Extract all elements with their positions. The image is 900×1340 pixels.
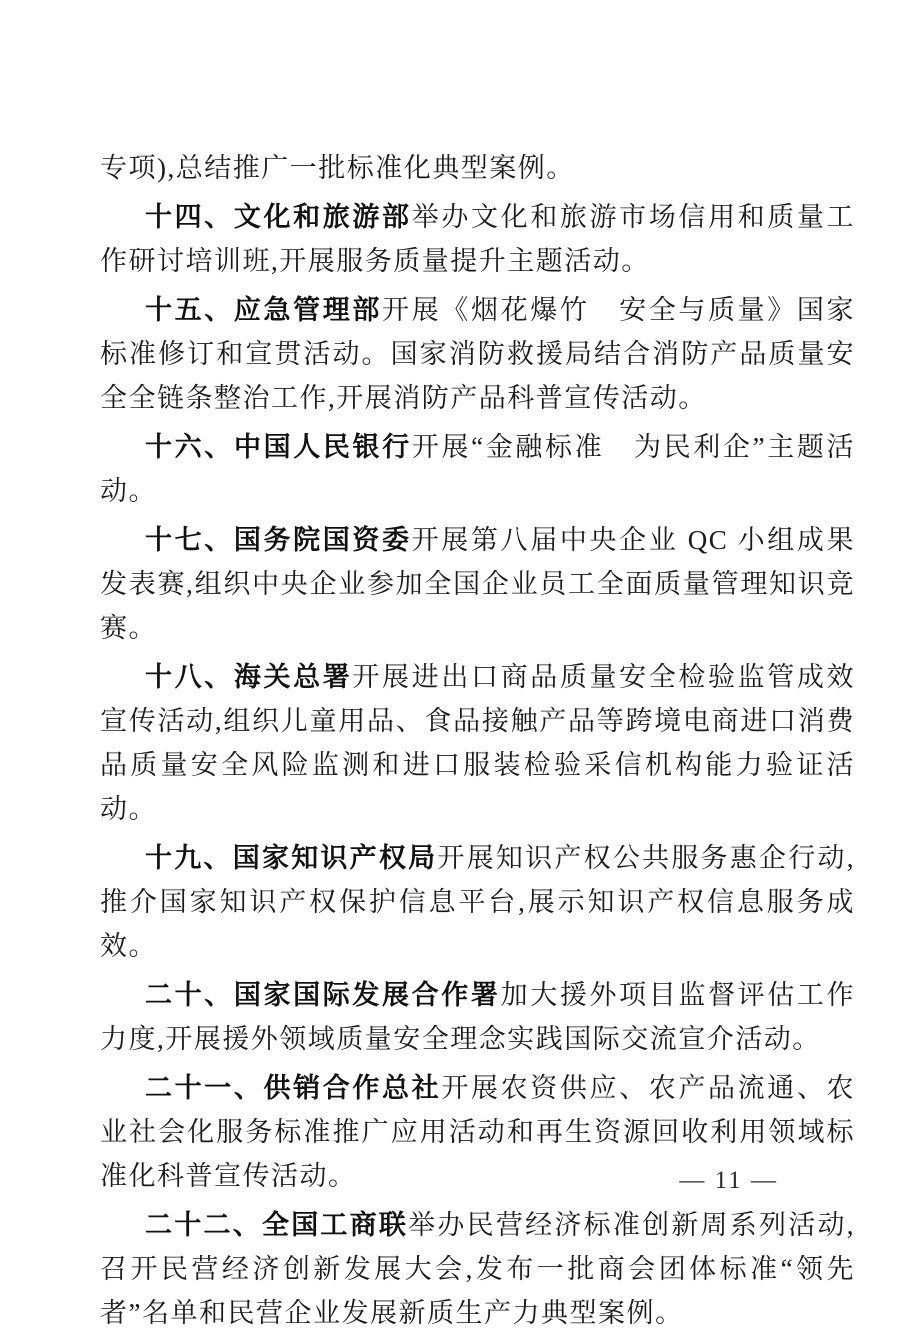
paragraph-16 — [100, 425, 855, 513]
agency-heading: 二十一、供销合作总社 — [145, 1073, 442, 1103]
paragraph-text: 专项),总结推广一批标准化典型案例。 — [100, 153, 575, 183]
paragraph-14 — [100, 195, 855, 283]
paragraph-text: 开展“金融标准 为民利企”主题活动。 — [100, 432, 856, 506]
agency-heading: 二十二、全国工商联 — [145, 1210, 409, 1240]
agency-heading: 十六、中国人民银行 — [145, 432, 412, 462]
agency-heading: 二十、国家国际发展合作署 — [145, 980, 501, 1010]
paragraph-text: 开展第八届中央企业 QC 小组成果发表赛,组织中央企业参加全国企业员工全面质量管理知识竞赛。 — [100, 525, 855, 643]
paragraph-text: 开展农资供应、农产品流通、农业社会化服务标准推广应用活动和再生资源回收利用领域标准化科普宣传活动。 — [100, 1073, 856, 1191]
agency-heading: 十八、海关总署 — [145, 662, 353, 692]
paragraph-17 — [100, 518, 855, 650]
paragraph-text: 开展进出口商品质量安全检验监管成效宣传活动,组织儿童用品、食品接触产品等跨境电商进口消费品质量安全风险监测和进口服装检验采信机构能力验证活动。 — [100, 662, 856, 824]
paragraph-15 — [100, 288, 855, 420]
paragraph-text: 开展知识产权公共服务惠企行动,推介国家知识产权保护信息平台,展示知识产权信息服务成效。 — [100, 843, 856, 961]
paragraph-22 — [100, 1203, 855, 1335]
agency-heading: 十七、国务院国资委 — [145, 525, 412, 555]
agency-heading: 十四、文化和旅游部 — [145, 202, 412, 232]
paragraph-text: 举办民营经济标准创新周系列活动,召开民营经济创新发展大会,发布一批商会团体标准“领先者”名单和民营企业发展新质生产力典型案例。 — [100, 1210, 855, 1328]
agency-heading: 十九、国家知识产权局 — [145, 843, 438, 873]
paragraph-18 — [100, 655, 855, 831]
paragraph-19 — [100, 836, 855, 968]
paragraph-text: 加大援外项目监督评估工作力度,开展援外领域质量安全理念实践国际交流宣介活动。 — [100, 980, 856, 1054]
paragraph-13-continuation — [100, 146, 855, 190]
page-number: — 11 — — [679, 1167, 778, 1194]
agency-heading: 十五、应急管理部 — [145, 295, 383, 325]
paragraph-text: 举办文化和旅游市场信用和质量工作研讨培训班,开展服务质量提升主题活动。 — [100, 202, 856, 276]
paragraph-text: 开展《烟花爆竹 安全与质量》国家标准修订和宣贯活动。国家消防救援局结合消防产品质量安全全链条整治工作,开展消防产品科普宣传活动。 — [100, 295, 856, 413]
paragraph-20 — [100, 973, 855, 1061]
